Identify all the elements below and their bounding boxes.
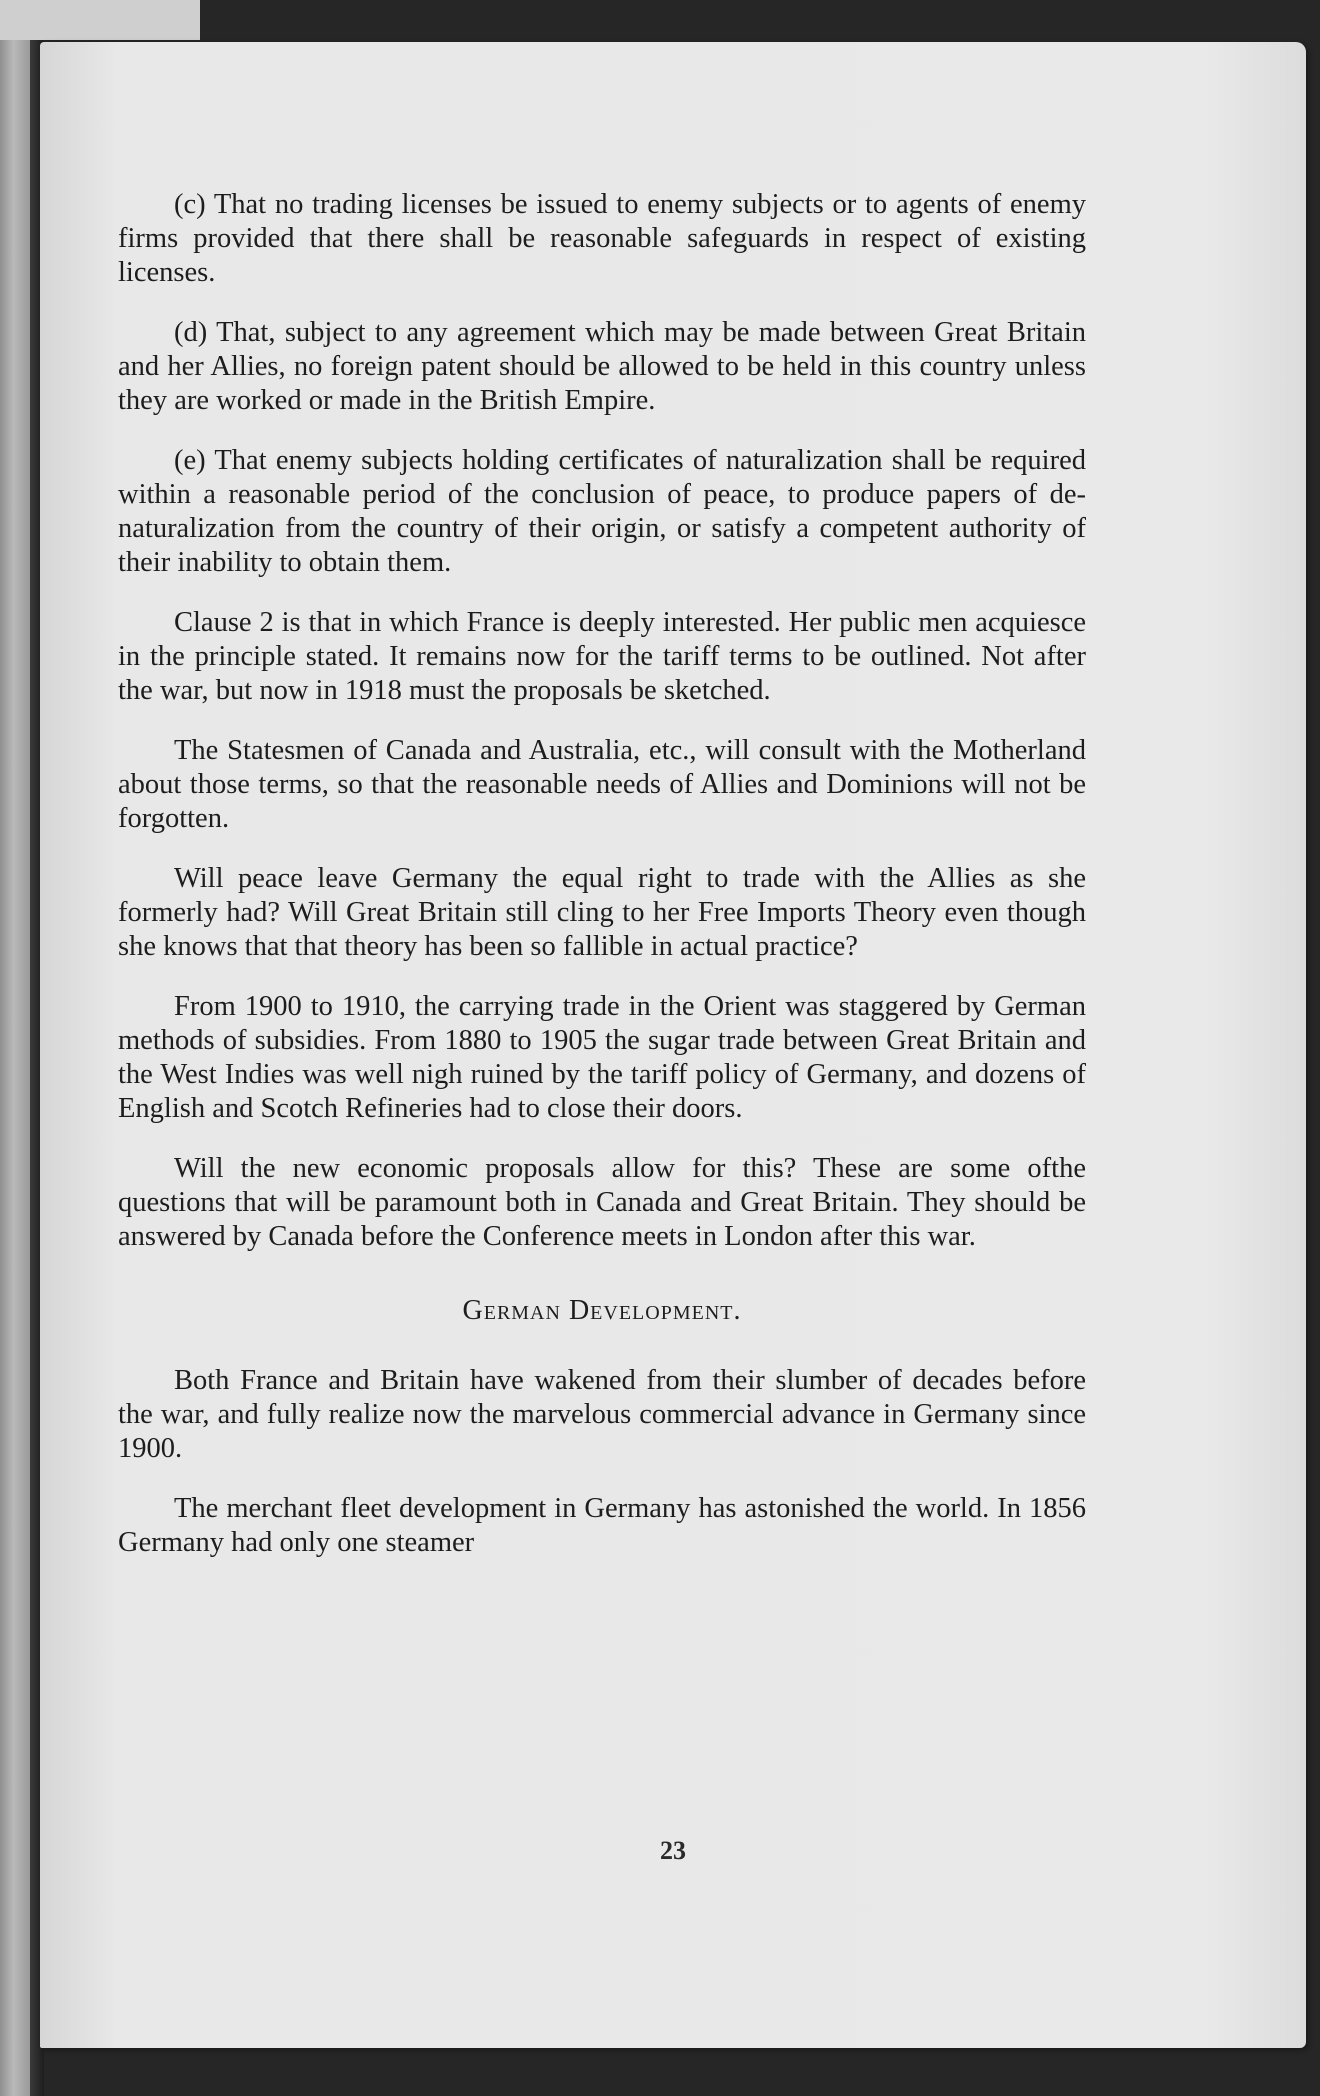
paragraph-awakening: Both France and Britain have wakened from their slumber of decades before the war, and fully realize now the marvelous commercial advance in Germany since 1900. (118, 1365, 1086, 1464)
book-spine (0, 0, 30, 2096)
paragraph-merchant-fleet: The merchant fleet development in Germany has astonished the world. In 1856 Germany had only one steamer (118, 1493, 1086, 1558)
paragraph-c: (c) That no trading licenses be issued to enemy subjects or to agents of enemy firms provided that there shall be reasonable safeguards in respect of existing licenses. (118, 189, 1086, 288)
page-number: 23 (660, 1836, 686, 1865)
paragraph-trade-history: From 1900 to 1910, the carrying trade in the Orient was staggered by German methods of subsidies. From 1880 to 1905 the sugar trade between Great Britain and the West Indies was well nigh ruined by the tariff policy of Germany, and dozens of English and Scotch Refineries had to close their doors. (118, 991, 1086, 1124)
paragraph-clause-2: Clause 2 is that in which France is deeply interested. Her public men acquiesce in the principle stated. It remains now for the tariff terms to be outlined. Not after the war, but now in 1918 must the proposals be sketched. (118, 607, 1086, 706)
scan-edge (0, 0, 200, 40)
page-text (118, 188, 1086, 1586)
paragraph-statesmen: The Statesmen of Canada and Australia, etc., will consult with the Motherland about those terms, so that the reasonable needs of Allies and Dominions will not be forgotten. (118, 735, 1086, 834)
paragraph-d: (d) That, subject to any agreement which may be made between Great Britain and her Allies, no foreign patent should be allowed to be held in this country unless they are worked or made in the British Empire. (118, 317, 1086, 416)
paragraph-peace: Will peace leave Germany the equal right to trade with the Allies as she formerly had? Will Great Britain still cling to her Free Imports Theory even though she knows that that theory has been so fallible in actual practice? (118, 863, 1086, 962)
paragraph-proposals: Will the new economic proposals allow for this? These are some ofthe questions that will be paramount both in Canada and Great Britain. They should be answered by Canada before the Conference meets in London after this war. (118, 1153, 1086, 1252)
section-heading: German Development. (462, 1295, 742, 1326)
paragraph-e: (e) That enemy subjects holding certificates of naturalization shall be required within a reasonable period of the conclusion of peace, to produce papers of de-naturalization from the country of their origin, or satisfy a competent authority of their inability to obtain them. (118, 445, 1086, 578)
